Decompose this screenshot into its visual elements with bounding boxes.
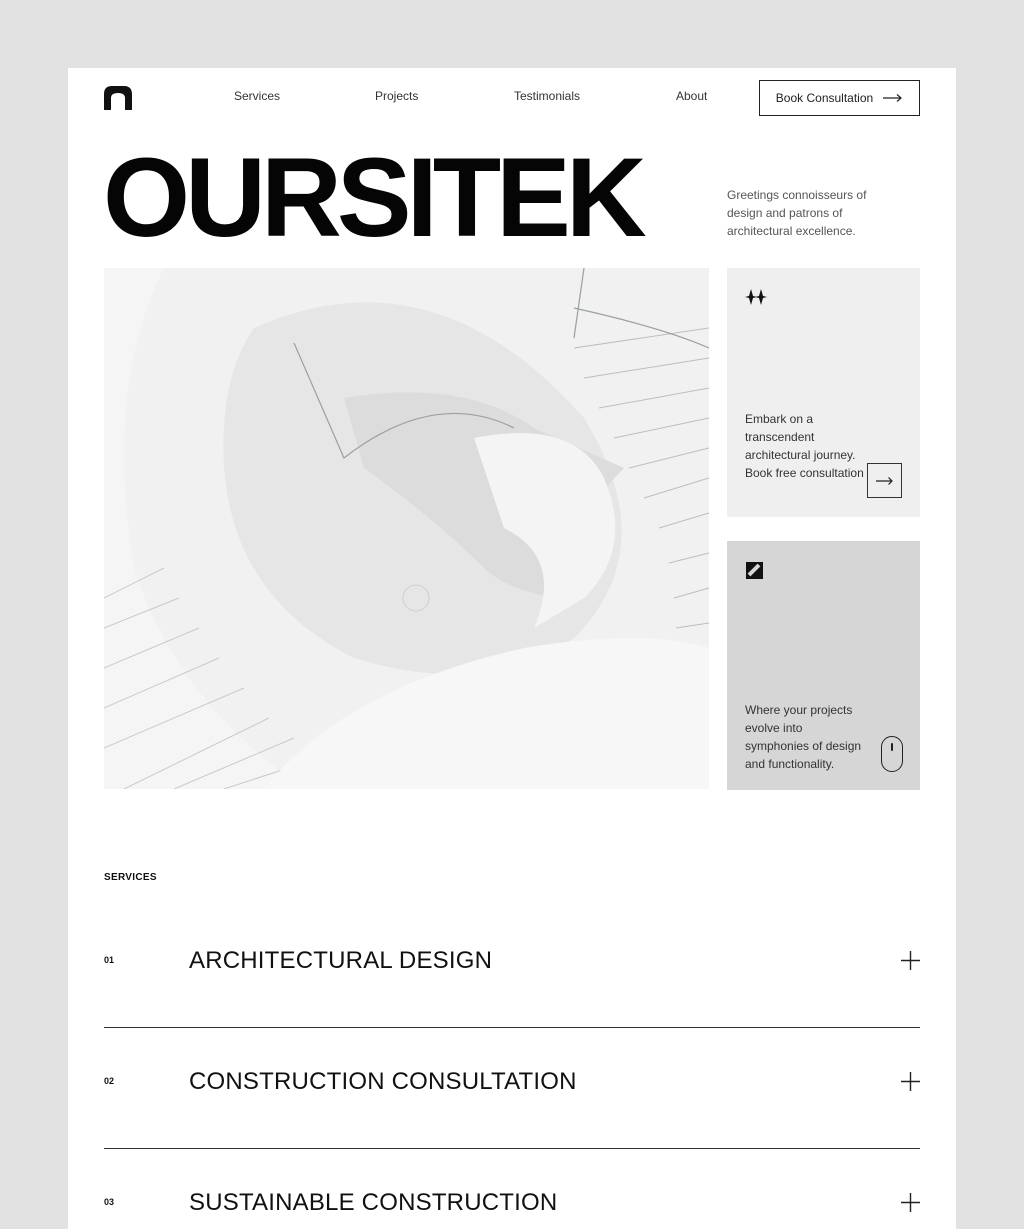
page [68, 68, 956, 1229]
service-item[interactable] [104, 947, 920, 1076]
plus-icon[interactable] [901, 1072, 920, 1091]
projects-card [727, 541, 920, 790]
consultation-card [727, 268, 920, 517]
arrow-right-icon [883, 93, 903, 103]
mouse-scroll-icon[interactable] [881, 736, 903, 772]
plus-icon[interactable] [901, 1193, 920, 1212]
nav-projects[interactable]: Projects [375, 89, 419, 103]
brand-title: OURSITEK [103, 135, 642, 260]
logo-icon[interactable] [104, 86, 132, 110]
nav-about[interactable]: About [676, 89, 708, 103]
sparkle-icon [745, 286, 767, 308]
nav-services[interactable]: Services [234, 89, 281, 103]
service-item[interactable] [104, 1189, 920, 1229]
divider [104, 1148, 920, 1149]
service-item[interactable] [104, 1068, 920, 1197]
greeting-text: Greetings connoisseurs of design and patrons of architectural excellence. [727, 188, 867, 238]
consultation-arrow-button[interactable] [867, 463, 902, 498]
service-number: 03 [104, 1197, 115, 1207]
consultation-card-text: Embark on a transcendent architectural journey. Book free consultation [745, 412, 864, 480]
service-title: ARCHITECTURAL DESIGN [189, 947, 493, 974]
projects-card-text: Where your projects evolve into symphonies of design and functionality. [745, 703, 862, 771]
arrow-right-icon [876, 476, 894, 486]
book-consultation-label: Book Consultation [775, 91, 874, 105]
service-number: 02 [104, 1076, 115, 1086]
hero-image [104, 268, 709, 789]
plus-icon[interactable] [901, 951, 920, 970]
square-slash-icon [745, 559, 767, 581]
nav-testimonials[interactable]: Testimonials [514, 89, 581, 103]
book-consultation-button[interactable] [759, 80, 920, 116]
services-heading: SERVICES [104, 872, 157, 883]
service-number: 01 [104, 955, 115, 965]
service-title: CONSTRUCTION CONSULTATION [189, 1068, 577, 1095]
divider [104, 1027, 920, 1028]
service-title: SUSTAINABLE CONSTRUCTION [189, 1189, 558, 1216]
